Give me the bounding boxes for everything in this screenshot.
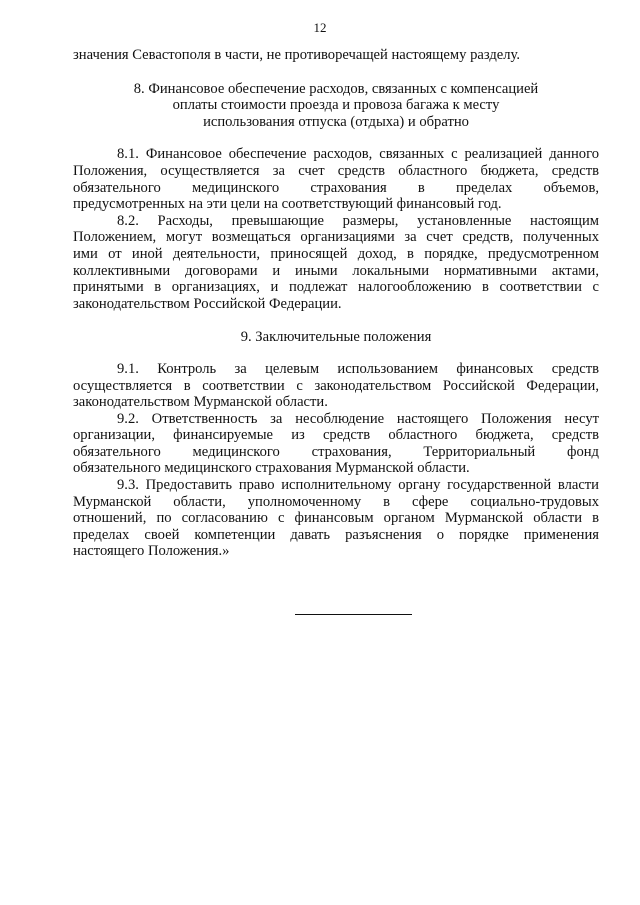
- paragraph-line: обязательного медицинского страхования Мурманской области.: [73, 460, 470, 477]
- paragraph-line: принятыми в организациях, и подлежат налогообложению в соответствии с: [73, 279, 599, 296]
- section-8-heading: [73, 81, 599, 131]
- section-9-title: 9. Заключительные положения: [240, 329, 432, 346]
- spacer: [73, 64, 599, 81]
- spacer: [73, 312, 599, 329]
- paragraph-8-1: [73, 146, 599, 212]
- section-8-title-line: 8. Финансовое обеспечение расходов, связанных с компенсацией: [133, 80, 539, 97]
- paragraph-line: Положением, могут возмещаться организациями за счет средств, полученных: [73, 229, 599, 246]
- paragraph-line: коллективными договорами и иными локальными нормативными актами,: [73, 262, 599, 279]
- paragraph-9-2: [73, 411, 599, 477]
- paragraph-line: 9.3. Предоставить право исполнительному органу государственной власти: [117, 477, 599, 494]
- paragraph-line: отношений, по согласованию с финансовым органом Мурманской области в: [73, 510, 599, 527]
- paragraph-8-2: [73, 213, 599, 313]
- paragraph-line: предусмотренных на эти цели на соответствующий финансовый год.: [73, 196, 502, 213]
- spacer: [73, 130, 599, 146]
- paragraph-line: осуществляется в соответствии с законодательством Российской Федерации,: [73, 377, 599, 394]
- paragraph-line: законодательством Мурманской области.: [73, 394, 328, 411]
- paragraph-line: Положения, осуществляется за счет средств областного бюджета, средств: [73, 162, 599, 179]
- paragraph-9-3: [73, 477, 599, 560]
- paragraph-9-1: [73, 361, 599, 411]
- section-8-title-line: использования отпуска (отдыха) и обратно: [203, 113, 469, 130]
- paragraph-line: ими от иной деятельности, приносящей доход, в порядке, предусмотренном: [73, 245, 599, 262]
- paragraph-line: организации, финансируемые из средств областного бюджета, средств: [73, 427, 599, 444]
- paragraph-line: обязательного медицинского страхования, Территориальный фонд: [73, 443, 599, 460]
- paragraph-line: 8.1. Финансовое обеспечение расходов, связанных с реализацией данного: [117, 146, 599, 163]
- intro-line: значения Севастополя в части, не противоречащей настоящему разделу.: [73, 47, 521, 63]
- paragraph-line: настоящего Положения.»: [73, 543, 230, 560]
- spacer: [73, 346, 599, 361]
- document-body: [73, 47, 599, 560]
- closing-separator-line: [295, 614, 412, 615]
- paragraph-line: обязательного медицинского страхования в пределах объемов,: [73, 179, 599, 196]
- page-number: 12: [313, 20, 327, 35]
- paragraph-line: Мурманской области, уполномоченному в сфере социально-трудовых: [73, 493, 599, 510]
- paragraph-line: 9.2. Ответственность за несоблюдение настоящего Положения несут: [117, 410, 599, 427]
- paragraph-line: законодательством Российской Федерации.: [73, 295, 342, 312]
- paragraph-line: 9.1. Контроль за целевым использованием финансовых средств: [117, 360, 599, 377]
- section-8-title-line: оплаты стоимости проезда и провоза багажа к месту: [172, 97, 500, 114]
- paragraph-line: пределах своей компетенции давать разъяснения о порядке применения: [73, 526, 599, 543]
- paragraph-line: 8.2. Расходы, превышающие размеры, установленные настоящим: [117, 212, 599, 229]
